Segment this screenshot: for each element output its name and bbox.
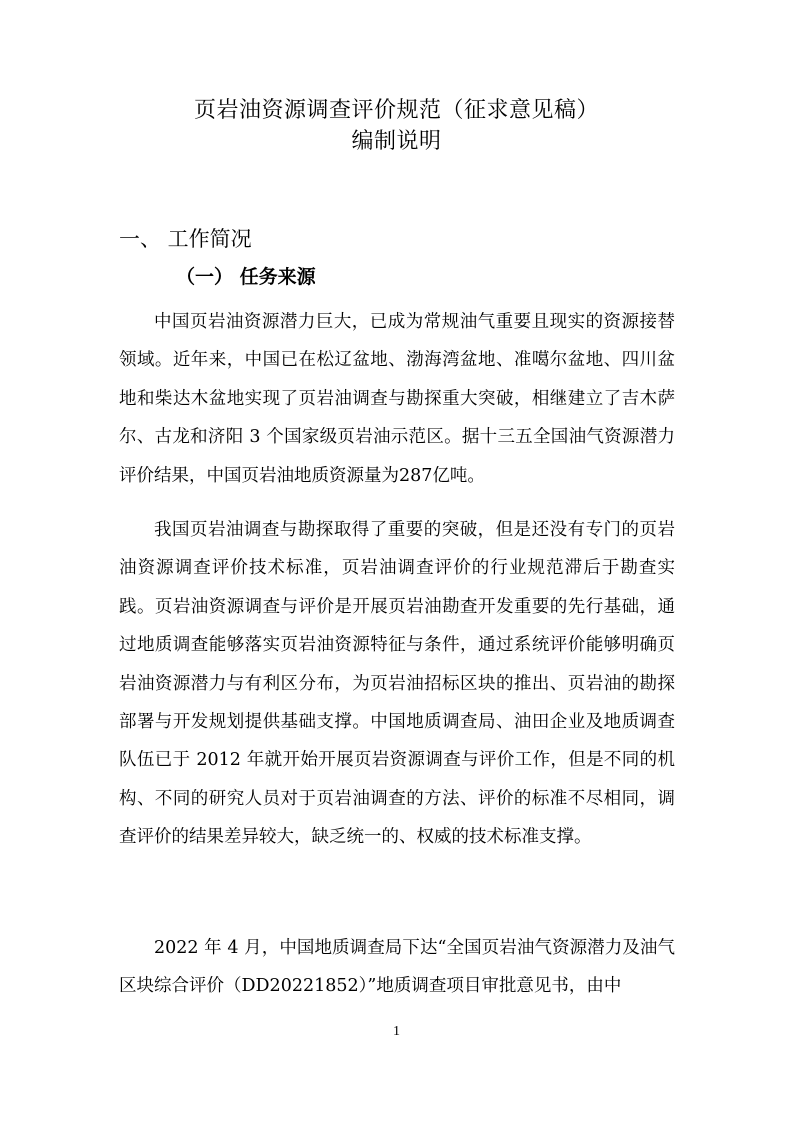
subsection-heading: （一） 任务来源 — [176, 266, 316, 288]
paragraph: 我国页岩油调查与勘探取得了重要的突破，但是还没有专门的页岩油资源调查评价技术标准，页岩油调查评价的行业规范滞后于勘查实践。页岩油资源调查与评价是开展页岩油勘查开发重要的先行基础，通过地质调查能够落实页岩油资源特征与条件，通过系统评价能够明确页岩油资源潜力与有利区分布，为页岩油招标区块的推出、页岩油的勘探部署与开发规划提供基础支撑。中国地质调查局、油田企业及地质调查队伍已于 2012 年就开始开展页岩资源调查与评价工作，但是不同的机构、不同的研究人员对于页岩油调查的方法、评价的标准不尽相同，调查评价的结果差异较大，缺乏统一的、权威的技术标准支撑。 — [119, 520, 675, 848]
paragraph: 2022 年 4 月，中国地质调查局下达“全国页岩油气资源潜力及油气区块综合评价（DD20221852）”地质调查项目审批意见书，由中 — [119, 938, 675, 997]
page-number: 1 — [393, 1024, 400, 1039]
document-title: 页岩油资源调查评价规范（征求意见稿） — [193, 98, 599, 123]
document-subtitle: 编制说明 — [351, 129, 442, 154]
paragraph: 中国页岩油资源潜力巨大，已成为常规油气重要且现实的资源接替领域。近年来，中国已在松辽盆地、渤海湾盆地、准噶尔盆地、四川盆地和柴达木盆地实现了页岩油调查与勘探重大突破，相继建立了吉木萨尔、古龙和济阳 3 个国家级页岩油示范区。据十三五全国油气资源潜力评价结果，中国页岩油地质资源量为287亿吨。 — [119, 312, 675, 486]
section-heading: 一、 工作简况 — [119, 227, 252, 251]
